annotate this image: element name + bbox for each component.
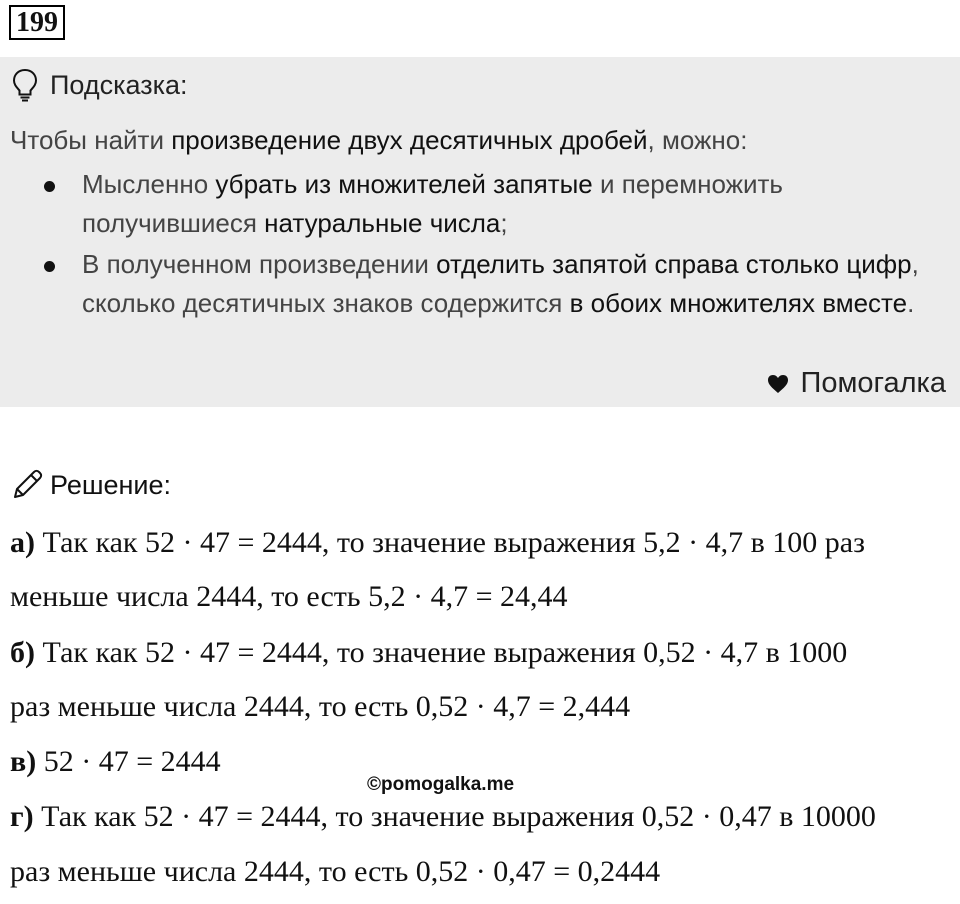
solution-item-label: б) [10, 636, 35, 669]
solution-item-label: г) [10, 800, 34, 833]
task-number: 199 [9, 5, 65, 40]
solution-text: Так как 52 · 47 = 2444, то значение выражения 0,52 · 0,47 в 10000 [33, 800, 876, 833]
hint-box [0, 57, 960, 407]
hint-intro-suffix: , можно: [647, 125, 748, 155]
brand-name: Помогалка [800, 367, 946, 399]
watermark: ©pomogalka.me [367, 774, 515, 795]
solution-line [10, 580, 568, 614]
hint-highlight: убрать из множителей запятые [215, 169, 593, 199]
hint-intro-highlight: произведение двух десятичных дробей [171, 125, 648, 155]
hint-intro [10, 125, 747, 156]
hint-bullet-list [42, 165, 947, 325]
hint-text: В полученном произведении [82, 249, 437, 279]
brand [767, 367, 946, 400]
solution-line [10, 745, 221, 779]
solution-item-label: в) [10, 745, 37, 778]
solution-text: раз меньше числа 2444, то есть 0,52 · 0,47 = 0,2444 [10, 855, 661, 888]
hint-text: ; [500, 208, 508, 238]
bullet-dot [44, 181, 55, 192]
lightbulb-icon [10, 68, 40, 102]
solution-text: Так как 52 · 47 = 2444, то значение выражения 5,2 · 4,7 в 100 раз [35, 526, 865, 559]
hint-text: и перемножить получившиеся [82, 169, 783, 238]
solution-line [10, 690, 630, 724]
hint-highlight: в обоих множителях вместе [569, 288, 908, 318]
solution-text: меньше числа 2444, то есть 5,2 · 4,7 = 24,44 [10, 580, 568, 613]
hint-intro-prefix: Чтобы найти [10, 125, 172, 155]
hint-header [10, 65, 188, 105]
hint-highlight: отделить запятой справа столько цифр [436, 249, 912, 279]
solution-line [10, 636, 847, 670]
solution-line [10, 526, 865, 560]
solution-line [10, 855, 660, 889]
bullet-dot [44, 261, 55, 272]
hint-bullet [42, 165, 947, 243]
solution-title: Решение: [50, 469, 172, 500]
pencil-icon [10, 468, 44, 502]
hint-bullet [42, 245, 947, 323]
solution-text: раз меньше числа 2444, то есть 0,52 · 4,7 = 2,444 [10, 690, 631, 723]
hint-text: Мысленно [82, 169, 216, 199]
solution-text: Так как 52 · 47 = 2444, то значение выражения 0,52 · 4,7 в 1000 [35, 636, 848, 669]
hint-text: , сколько десятичных знаков содержится [82, 249, 919, 318]
solution-header [10, 468, 171, 502]
solution-item-label: а) [10, 526, 35, 559]
hint-title: Подсказка: [50, 69, 188, 100]
heart-icon [767, 374, 789, 394]
solution-line [10, 800, 876, 834]
hint-text: . [907, 288, 915, 318]
hint-highlight: натуральные числа [264, 208, 501, 238]
solution-text: 52 · 47 = 2444 [36, 745, 221, 778]
